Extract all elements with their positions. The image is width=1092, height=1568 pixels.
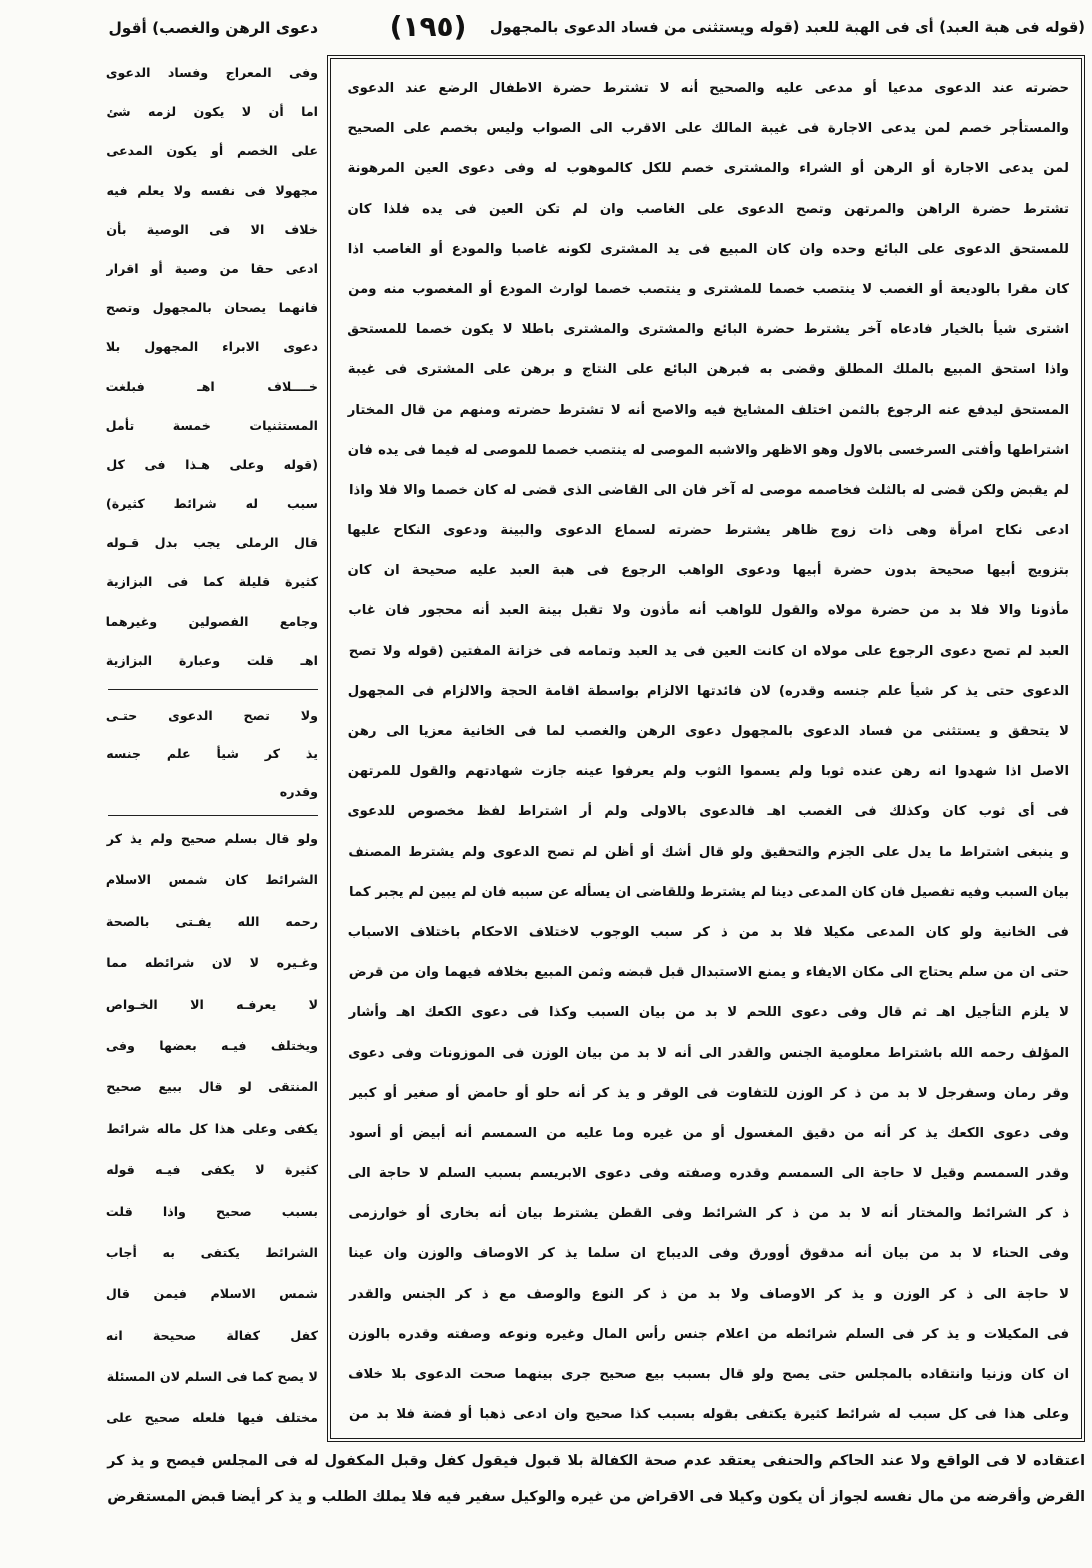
main-text-line: كان مقرا بالوديعة أو الغصب لا ينتصب خصما للمشترى و ينتصب خصما لوارث المودع أو المغصوب منه ومن bbox=[348, 281, 1069, 297]
margin-note-line: اهـ قلت وعبارة البزازية bbox=[105, 652, 318, 668]
main-text-line: لا حاجة الى ذ كر الوزن و يذ كر الاوصاف ولا بد من ذ كر النوع والوصف مع ذ كر الجنس والقدر bbox=[349, 1286, 1069, 1302]
running-header-text: (قوله فى هبة العبد) أى فى الهبة للعبد (قوله ويستثنى من فساد الدعوى بالمجهول bbox=[489, 19, 1085, 36]
margin-note-line: على الخصم أو يكون المدعى bbox=[106, 143, 318, 159]
margin-note-line: كفل كفالة صحيحة انه bbox=[105, 1327, 318, 1343]
footer-text-line: القرض وأقرضه من مال نفسه لجواز أن يكون وكيلا فى الاقراض من غيره والوكيل سفير فيه فلا يملك الطلب و يذ كر أيضا قبض المستقرض bbox=[107, 1489, 1085, 1505]
margin-note-line: المستثنيات خمسة تأمل bbox=[105, 417, 318, 433]
main-text-line: وعلى هذا فى كل سبب له شرائط كثيرة يكتفى بقوله بسبب كذا صحيح وان ادعى ذهبا أو فضة فلا بد من bbox=[349, 1407, 1069, 1423]
margin-note-line: ادعى حقا من وصية أو اقرار bbox=[106, 260, 318, 276]
margin-note-line: يذ كر شيأ علم جنسه bbox=[106, 746, 318, 761]
margin-note-line: شمس الاسلام فيمن قال bbox=[105, 1286, 318, 1302]
margin-header bbox=[105, 8, 318, 48]
margin-note-line: مجهولا فى نفسه ولا يعلم فيه bbox=[106, 182, 318, 198]
margin-note-line: خــــلاف اهـ فبلغت bbox=[105, 378, 318, 394]
main-text-line: لا يتحقق و يستثنى من فساد الدعوى بالمجهول دعوى الرهن والغصب لما فى الخانية معزيا الى رهن bbox=[347, 724, 1069, 739]
main-text-line: لمن يدعى الاجارة أو الرهن أو الشراء والمشترى خصم للكل كالموهوب له وفى دعوى العين المرهونة bbox=[347, 161, 1069, 177]
main-text-line: وقدر السمسم وقيل لا حاجة الى السمسم وقدره وصفته وفى دعوى الابريسم بسبب السلم لا حاجة الى bbox=[347, 1166, 1069, 1182]
main-text-line: وفى الحناء لا بد من بيان أنه مدقوق أوورق وفى الديباج ان سلما يذ كر الاوصاف والوزن وان عينا bbox=[348, 1246, 1069, 1262]
margin-note-line: لا يعرفـه الا الخـواص bbox=[105, 996, 318, 1012]
margin-commentary-lower bbox=[105, 818, 318, 1439]
margin-note-line: وجامع الفصولين وغيرهما bbox=[105, 613, 318, 629]
margin-separator bbox=[108, 689, 318, 690]
margin-quoted-matn bbox=[105, 697, 318, 811]
margin-note-line: مختلف فيها فلعله صحيح على bbox=[106, 1410, 318, 1426]
margin-separator bbox=[108, 815, 318, 816]
main-text-line: مأذونا والا فلا بد من حضرة مولاه والقول للواهب أنه مأذون ولا تقبل بينة العبد أنه محجور فان غاب bbox=[348, 603, 1069, 619]
margin-note-line: فانهما يصحان بالمجهول وتصح bbox=[105, 300, 318, 316]
main-text-line: واذا استحق المبيع بالملك المطلق وقضى به فبرهن البائع على النتاج و برهن على المشترى فى غيبة bbox=[347, 362, 1069, 378]
main-text-line: المؤلف رحمه الله باشتراط معلومية الجنس والقدر الى أنه لا بد من بيان الوزن فى الموزونات وفى دعوى bbox=[348, 1045, 1069, 1061]
main-text-line: وفى دعوى الكعك يذ كر أنه من دقيق المغسول أو من غيره وما عليه من السمسم أنه أبيض أو أسود bbox=[348, 1125, 1069, 1141]
main-text-line: بتزويج أبيها صحيحة بدون حضرة أبيها ودعوى الواهب الرجوع فى هبة العبد عليه صحيحة ان كان bbox=[347, 563, 1069, 579]
continuation-text bbox=[100, 1443, 1085, 1515]
margin-note-line: خلاف الا فى الوصية بأن bbox=[106, 221, 318, 237]
margin-note-line: بسبب صحيح واذا قلت bbox=[105, 1203, 318, 1219]
main-text-line: لم يقبض ولكن قضى له بالثلث فخاصمه موصى له آخر فان الى القاضى الذى قضى له كان خصما والا فلا واذا bbox=[349, 482, 1069, 498]
margin-note-line: الشرائط كان شمس الاسلام bbox=[105, 872, 318, 888]
margin-note-line: وغـيره لا لان شرائطه مما bbox=[106, 955, 318, 971]
main-text-line: وقر رمان وسفرجل لا بد من ذ كر الوزن للتفاوت فى الوقر و يذ كر أنه حلو أو حامض أو صغير أو كبير bbox=[349, 1085, 1069, 1101]
main-text-line: ادعى نكاح امرأة وهى ذات زوج ظاهر يشترط حضرته لسماع الدعوى والبينة ودعوى النكاح عليها bbox=[347, 523, 1069, 539]
main-text-box bbox=[327, 55, 1085, 1442]
main-text-line: والمستأجر خصم لمن يدعى الاجارة فى غيبة المالك على الاقرب الى الصواب وليس بخصم على الصحيح bbox=[347, 121, 1069, 137]
main-text-line: ذ كر الشرائط والمختار أنه لا بد من ذ كر الشرائط وفى القطن يشترط بيان أنه بخارى أو خوارزمى bbox=[348, 1206, 1069, 1222]
running-header bbox=[486, 8, 1085, 48]
main-text-line: لا يلزم التأجيل اهـ ثم قال وفى دعوى اللحم لا بد من بيان السبب وكذا فى دعوى الكعك اهـ وأشار bbox=[348, 1005, 1069, 1021]
main-text-line: فى المكيلات و يذ كر فى السلم شرائطه من اعلام جنس رأس المال وغيره ونوعه وصفته وقدره بالوزن bbox=[348, 1326, 1069, 1342]
main-text-line: حتى ان من سلم يحتاج الى مكان الايفاء و يمنع الاستبدال قبل قبضه وثمن المبيع بخلافه فيهما وان من قرض bbox=[348, 965, 1069, 981]
margin-note-line: (قوله وعلى هـذا فى كل bbox=[106, 456, 318, 472]
main-text-line: للمستحق الدعوى على البائع وحده وان كان المبيع فى يد المشترى لكونه غاصبا والمودع أو الغاصب اذا bbox=[347, 241, 1069, 257]
margin-note-line: قال الرملى يجب بدل قـوله bbox=[106, 535, 318, 551]
margin-note-line: الشرائط يكتفى به أجاب bbox=[105, 1244, 318, 1260]
margin-note-line: وفى المعراج وفساد الدعوى bbox=[105, 65, 318, 80]
margin-note-line: رحمه الله يفـتى بالصحة bbox=[105, 913, 318, 929]
margin-note-line: كثيرة قليلة كما فى البزازية bbox=[106, 574, 318, 590]
footer-text-line: اعتقاده لا فى الواقع ولا عند الحاكم والحنفى يعتقد عدم صحة الكفالة بلا قبول فيقول كفل وقبل المكفول له فى المجلس فيصح و يذ كر bbox=[107, 1453, 1085, 1469]
page-number: (١٩٥) bbox=[389, 10, 467, 43]
main-text-line: فى أى ثوب كان وكذلك فى الغصب اهـ فالدعوى بالاولى ولم أر اشتراط لفظ مخصوص للدعوى bbox=[347, 804, 1069, 820]
margin-note-line: ويختلف فيـه بعضها وفى bbox=[105, 1037, 318, 1053]
margin-commentary-upper bbox=[105, 53, 318, 680]
margin-note-line: اما أن لا يكون لزمه شئ bbox=[106, 104, 318, 120]
margin-note-line: دعوى الابراء المجهول بلا bbox=[105, 339, 318, 355]
main-text-line: تشترط حضرة الراهن والمرتهن وتصح الدعوى على الغاصب وان لم تكن العين فى يده فلذا كان bbox=[347, 201, 1069, 217]
main-text-line: العبد لم تصح دعوى الرجوع على مولاه ان كانت العين فى يد العبد وتمامه فى خزانة المفتين (قوله ولا تصح bbox=[348, 643, 1069, 659]
main-text-line: الدعوى حتى يذ كر شيأ علم جنسه وقدره) لان فائدتها الالزام بواسطة اقامة الحجة والالزام فى المجهول bbox=[347, 683, 1069, 699]
main-text-line: بيان السبب وفيه تفصيل فان كان المدعى دينا لم يشترط وللقاضى ان يسأله عن سببه فان لم يبين لم يجبر كما bbox=[349, 884, 1069, 900]
margin-note-line: وقدره bbox=[279, 784, 318, 799]
main-text-line: حضرته عند الدعوى مدعيا أو مدعى عليه والصحيح أنه لا تشترط حضرة الاطفال الرضع عند الدعوى bbox=[347, 81, 1069, 96]
main-text-line: اشترى شيأ بالخيار فادعاه آخر يشترط حضرة البائع والمشترى والمشترى باطلا لا يكون خصما للمستحق bbox=[347, 322, 1069, 338]
margin-note-line: سبب له شرائط كثيرة) bbox=[105, 496, 318, 512]
main-text-line: ان كان وزنيا وانتقاده بالمجلس حتى يصح ولو قال بسبب بيع صحيح جرى بينهما صحت الدعوى بلا خلاف bbox=[348, 1367, 1069, 1382]
margin-note-line: كثيرة لا يكفى فيـه قوله bbox=[106, 1162, 318, 1178]
main-text-line: اشتراطها وأفتى السرخسى بالاول وهو الاظهر والاشبه الموصى له ينتصب خصما للموصى له فيما فى يده فان bbox=[347, 442, 1069, 458]
main-text-line: فى الخانية ولو كان المدعى مكيلا فلا بد من ذ كر سبب الوجوب لاختلاف الاحكام باختلاف الاسباب bbox=[347, 924, 1069, 940]
margin-note-line: ولو قال بسلم صحيح ولم يذ كر bbox=[106, 831, 318, 846]
main-text-line: المستحق ليدفع عنه الرجوع بالثمن اختلف المشايخ فيه والاصح أنه لا تشترط حضرته ومنهم من قال المختار bbox=[347, 402, 1069, 418]
margin-note-line: المنتقى لو قال ببيع صحيح bbox=[106, 1079, 318, 1095]
main-text-line: و ينبغى اشتراط ما يدل على الجزم والتحقيق ولو قال أشك أو أظن لم تصح الدعوى ولم يشترط المصنف bbox=[348, 844, 1069, 860]
margin-header-line: دعوى الرهن والغصب) أقول bbox=[108, 19, 318, 37]
margin-note-line: لا يصح كما فى السلم لان المسئلة bbox=[106, 1369, 318, 1385]
margin-note-line: يكفى وعلى هذا كل ماله شرائط bbox=[106, 1120, 318, 1136]
margin-note-line: ولا تصح الدعوى حتـى bbox=[105, 708, 318, 723]
main-text-line: الاصل اذا شهدوا انه رهن عنده ثوبا ولم يسموا الثوب ولم يعرفوا عينه جازت شهادتهم والقول للمرتهن bbox=[347, 764, 1069, 780]
main-text-body bbox=[343, 69, 1069, 1435]
